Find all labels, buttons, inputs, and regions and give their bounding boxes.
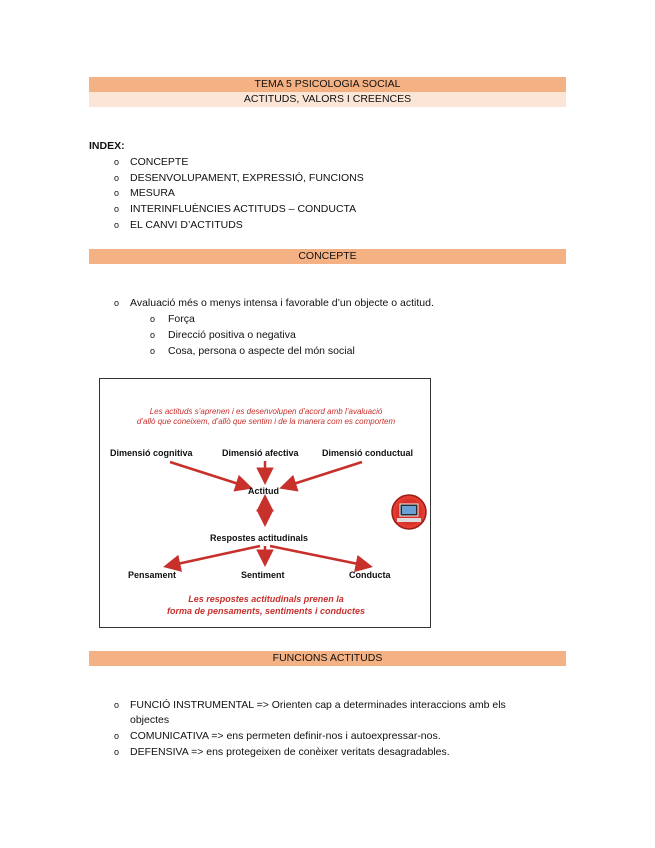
bullet-marker: o xyxy=(114,157,120,167)
doc-subtitle: ACTITUDS, VALORS I CREENCES xyxy=(89,92,566,107)
arrow-cognitiva-actitud xyxy=(170,462,248,487)
index-item: CONCEPTE xyxy=(130,156,189,168)
concepte-sub: Direcció positiva o negativa xyxy=(168,329,296,341)
diagram-bottom-note: Les respostes actitudinals prenen la forma de pensaments, sentiments i conductes xyxy=(166,594,366,616)
label-respostes-actitudinals: Respostes actitudinals xyxy=(210,533,309,543)
bullet-marker: o xyxy=(114,731,120,741)
bullet-marker: o xyxy=(114,298,120,308)
label-sentiment: Sentiment xyxy=(241,570,285,580)
concepte-main: Avaluació més o menys intensa i favorable d’un objecte o actitud. xyxy=(130,297,434,309)
arrow-respostes-conducta xyxy=(270,546,368,566)
index-item: EL CANVI D’ACTITUDS xyxy=(130,219,243,231)
label-pensament: Pensament xyxy=(128,570,177,580)
bullet-marker: o xyxy=(114,700,120,710)
index-item: DESENVOLUPAMENT, EXPRESSIÓ, FUNCIONS xyxy=(130,172,364,184)
funcio-item: FUNCIÓ INSTRUMENTAL => Orienten cap a determinades interaccions amb els xyxy=(130,699,506,711)
section-heading-concepte: CONCEPTE xyxy=(89,249,566,264)
attitudes-diagram xyxy=(99,378,431,628)
funcio-item-continuation: objectes xyxy=(130,714,170,726)
section-heading-funcions: FUNCIONS ACTITUDS xyxy=(89,651,566,666)
diagram-top-note: Les actituds s’aprenen i es desenvolupen d’acord amb l’avaluació d’allò que coneixem, d’allò que sentim i de la manera com es comportem xyxy=(136,407,396,426)
index-label: INDEX: xyxy=(89,140,125,152)
funcio-item: DEFENSIVA => ens protegeixen de conèixer veritats desagradables. xyxy=(130,746,450,758)
funcio-item: COMUNICATIVA => ens permeten definir-nos i autoexpressar-nos. xyxy=(130,730,441,742)
label-conducta: Conducta xyxy=(349,570,391,580)
bullet-marker: o xyxy=(150,314,156,324)
label-dimensio-conductual: Dimensió conductual xyxy=(322,448,414,458)
arrow-respostes-pensament xyxy=(168,546,260,566)
computer-icon xyxy=(392,495,426,529)
index-item: MESURA xyxy=(130,187,175,199)
concepte-sub: Força xyxy=(168,313,195,325)
arrow-conductual-actitud xyxy=(284,462,362,487)
bullet-marker: o xyxy=(150,330,156,340)
bullet-marker: o xyxy=(114,204,120,214)
index-item: INTERINFLUÈNCIES ACTITUDS – CONDUCTA xyxy=(130,203,357,215)
bullet-marker: o xyxy=(114,747,120,757)
bullet-marker: o xyxy=(114,173,120,183)
label-dimensio-cognitiva: Dimensió cognitiva xyxy=(110,448,193,458)
label-dimensio-afectiva: Dimensió afectiva xyxy=(222,448,299,458)
bullet-marker: o xyxy=(150,346,156,356)
bullet-marker: o xyxy=(114,188,120,198)
bullet-marker: o xyxy=(114,220,120,230)
label-actitud: Actitud xyxy=(248,486,279,496)
doc-title: TEMA 5 PSICOLOGIA SOCIAL xyxy=(89,77,566,92)
concepte-sub: Cosa, persona o aspecte del món social xyxy=(168,345,355,357)
